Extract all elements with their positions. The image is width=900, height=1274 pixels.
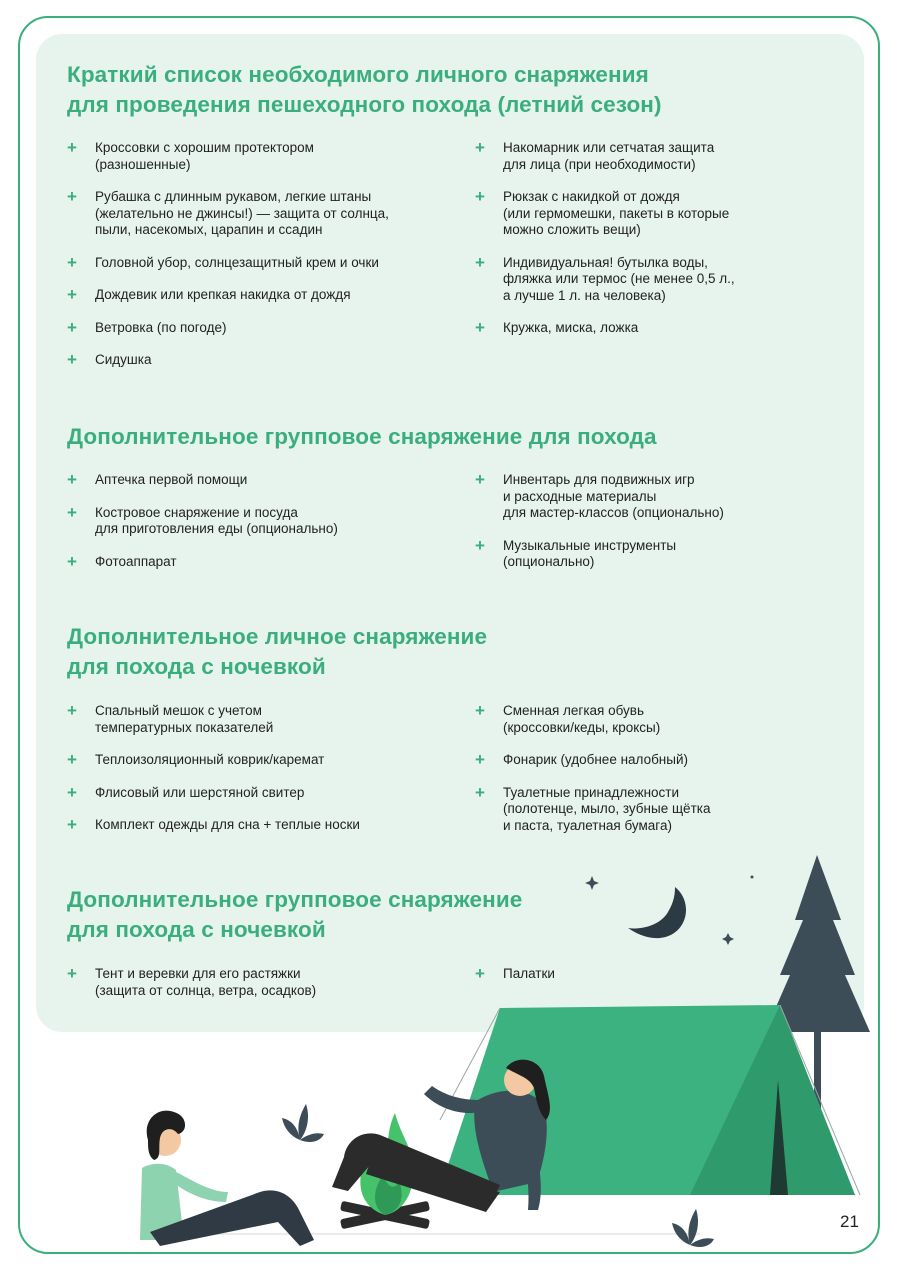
title-line: Дополнительное личное снаряжение [67,624,488,649]
list-right [475,472,805,587]
title-line: для проведения пешеходного похода (летний сезон) [67,92,662,117]
title-line: Дополнительное групповое снаряжение для похода [67,424,657,449]
list-item: + Сидушка [67,350,152,369]
list-item: + Кружка, миска, ложка [475,318,639,337]
list-item: + Накомарник или сетчатая защита для лица (при необходимости) [475,138,715,172]
list-item: + Тент и веревки для его растяжки (защита от солнца, ветра, осадков) [67,964,317,998]
plus-icon: + [475,701,485,720]
plus-icon: + [67,551,77,571]
list-item: + Индивидуальная! бутылка воды, фляжка или термос (не менее 0,5 л., а лучше 1 л. на человека) [475,252,735,303]
title-line: для похода с ночевкой [67,654,326,679]
list-item: + Палатки [475,964,555,983]
list-right [475,703,805,850]
list-item: + Рубашка с длинным рукавом, легкие штаны (желательно не джинсы!) — защита от солнца, пыли, насекомых, царапин и ссадин [67,187,389,237]
plus-icon: + [67,502,77,522]
section-group [67,422,807,571]
section-title [67,422,807,452]
list-item: + Сменная легкая обувь (кроссовки/кеды, кроксы) [475,701,661,735]
list-item: + Теплоизоляционный коврик/каремат [67,750,325,769]
title-line: Дополнительное групповое снаряжение [67,887,523,912]
section-title [67,622,807,682]
plus-icon: + [67,470,77,489]
plus-icon: + [67,350,77,369]
plus-icon: + [67,964,77,983]
plus-icon: + [475,964,485,983]
list-left [67,703,397,850]
plus-icon: + [67,701,77,720]
list-item: + Фотоаппарат [67,551,177,571]
plus-icon: + [475,750,485,769]
section-personal-overnight [67,622,807,834]
list-item: + Костровое снаряжение и посуда для приготовления еды (опционально) [67,502,338,536]
plus-icon: + [475,535,485,555]
page-number: 21 [840,1212,859,1231]
list-item: + Музыкальные инструменты (опционально) [475,535,677,569]
plus-icon: + [475,138,485,157]
plus-icon: + [475,318,485,337]
plus-icon: + [475,782,485,802]
list-right [475,140,805,353]
list-item: + Аптечка первой помощи [67,470,248,489]
plus-icon: + [67,782,77,802]
list-left [67,140,397,385]
list-item: + Рюкзак с накидкой от дождя (или гермомешки, пакеты в которые можно сложить вещи) [475,187,730,237]
list-item: + Инвентарь для подвижных игр и расходные материалы для мастер-классов (опционально) [475,470,724,520]
section-title [67,60,807,120]
plus-icon: + [67,317,77,337]
plus-icon: + [67,138,77,157]
list-item: + Головной убор, солнцезащитный крем и очки [67,252,379,272]
plus-icon: + [67,187,77,206]
list-item: + Спальный мешок с учетом температурных показателей [67,701,274,735]
plus-icon: + [67,285,77,304]
list-item: + Комплект одежды для сна + теплые носки [67,815,360,834]
list-left [67,966,397,1015]
list-item: + Флисовый или шерстяной свитер [67,782,305,802]
plus-icon: + [475,470,485,489]
list-right [475,966,805,999]
title-line: Краткий список необходимого личного снаряжения [67,62,649,87]
plus-icon: + [67,252,77,272]
plus-icon: + [67,815,77,834]
list-item: + Туалетные принадлежности (полотенце, мыло, зубные щётка и паста, туалетная бумага) [475,782,711,833]
section-group-overnight [67,885,807,998]
list-item: + Фонарик (удобнее налобный) [475,750,689,769]
title-line: для похода с ночевкой [67,917,326,942]
section-title [67,885,807,945]
plus-icon: + [475,252,485,272]
plus-icon: + [67,750,77,769]
list-left [67,472,397,586]
plus-icon: + [475,187,485,206]
section-personal-summer [67,60,807,369]
list-item: + Кроссовки с хорошим протектором (разношенные) [67,138,314,172]
list-item: + Дождевик или крепкая накидка от дождя [67,285,351,304]
list-item: + Ветровка (по погоде) [67,317,227,337]
